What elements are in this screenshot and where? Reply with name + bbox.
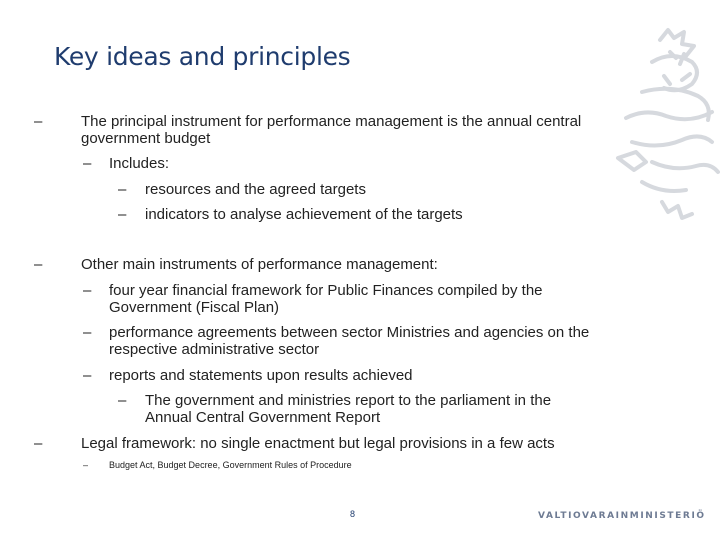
bullet-text: Other main instruments of performance management: (81, 256, 438, 273)
bullet-text: Legal framework: no single enactment but legal provisions in a few acts (81, 435, 555, 452)
bullet-dash: – (34, 435, 43, 452)
bullet-dash: – (118, 181, 127, 198)
bullet-dash: – (83, 324, 92, 341)
bullet-text: reports and statements upon results achieved (109, 367, 413, 384)
bullet-dash: – (83, 460, 89, 470)
bullet-text: resources and the agreed targets (145, 181, 366, 198)
bullet-text: indicators to analyse achievement of the targets (145, 206, 463, 223)
finnish-lion-crest-icon (612, 22, 720, 232)
bullet-dash: – (34, 113, 43, 130)
bullet-dash: – (83, 367, 92, 384)
bullet-text: The government and ministries report to the parliament in the Annual Central Government Report (145, 392, 552, 426)
bullet-dash: – (118, 206, 127, 223)
bullet-dash: – (83, 282, 92, 299)
page-number: 8 (350, 509, 356, 519)
bullet-text: performance agreements between sector Ministries and agencies on the respective administrative sector (109, 324, 590, 358)
bullet-text: Budget Act, Budget Decree, Government Rules of Procedure (109, 460, 352, 470)
slide-title: Key ideas and principles (54, 42, 351, 71)
bullet-text: four year financial framework for Public Finances compiled by the Government (Fiscal Plan) (109, 282, 543, 316)
bullet-dash: – (118, 392, 127, 409)
ministry-logo: VALTIOVARAINMINISTERIÖ (538, 511, 706, 521)
bullet-dash: – (83, 155, 92, 172)
bullet-text: Includes: (109, 155, 170, 172)
bullet-dash: – (34, 256, 43, 273)
bullet-text: The principal instrument for performance management is the annual central government budget (81, 113, 582, 147)
